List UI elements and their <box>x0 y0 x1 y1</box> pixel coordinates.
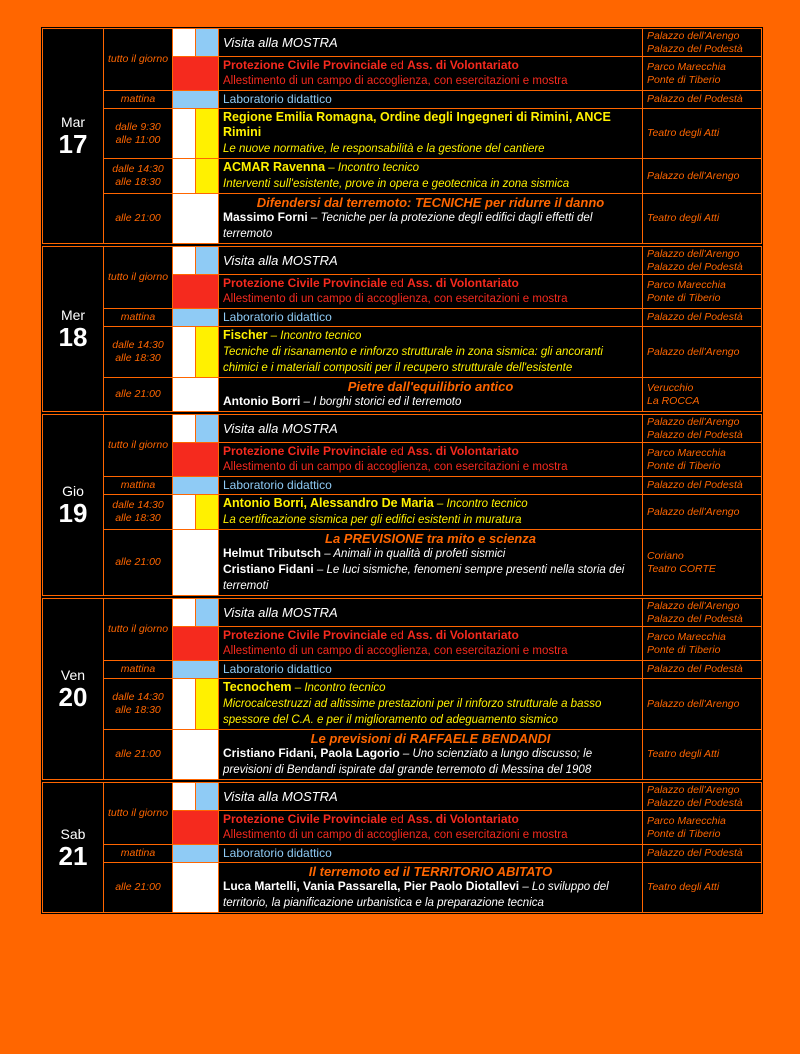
color-swatch-blue <box>173 309 219 327</box>
place-event: Palazzo dell'Arengo <box>643 159 762 194</box>
day-name: Gio <box>62 483 84 499</box>
event-mostra: Visita alla MOSTRA <box>219 783 643 811</box>
event-protezione-civile: Protezione Civile Provinciale ed Ass. di Volontariato Allestimento di un campo di accoglienza, con esercitazioni e mostra <box>219 275 643 309</box>
time-event: dalle 14:30 alle 18:30 <box>104 495 173 530</box>
color-swatch-red <box>173 57 219 91</box>
time-morning: mattina <box>104 845 173 863</box>
event-laboratorio: Laboratorio didattico <box>219 477 643 495</box>
place-protezione-civile: Parco Marecchia Ponte di Tiberio <box>643 811 762 845</box>
time-evening: alle 21:00 <box>104 863 173 913</box>
event-incontro: Regione Emilia Romagna, Ordine degli Ingegneri di Rimini, ANCE Rimini Le nuove normative, le responsabilità e la gestione del cantiere <box>219 109 643 159</box>
day-block <box>41 781 763 914</box>
color-swatch-red <box>173 627 219 661</box>
color-swatch-white <box>173 863 219 913</box>
day-block <box>41 245 763 413</box>
day-number: 20 <box>58 682 88 712</box>
place-event: Palazzo dell'Arengo <box>643 495 762 530</box>
time-all-day: tutto il giorno <box>104 247 173 309</box>
day-cell <box>43 29 104 244</box>
color-swatch-red <box>173 811 219 845</box>
time-morning: mattina <box>104 91 173 109</box>
time-all-day: tutto il giorno <box>104 29 173 91</box>
place-protezione-civile: Parco Marecchia Ponte di Tiberio <box>643 57 762 91</box>
day-cell <box>43 599 104 780</box>
time-all-day: tutto il giorno <box>104 415 173 477</box>
evening-title: Il terremoto ed il TERRITORIO ABITATO <box>308 864 553 879</box>
color-swatch-white <box>173 194 219 244</box>
place-event: Palazzo dell'Arengo <box>643 327 762 378</box>
time-evening: alle 21:00 <box>104 378 173 412</box>
day-block <box>41 413 763 597</box>
time-morning: mattina <box>104 477 173 495</box>
color-swatch-yellow <box>196 159 219 194</box>
color-swatch-yellow <box>196 679 219 730</box>
day-name: Sab <box>60 825 86 842</box>
day-name: Mar <box>60 114 86 130</box>
place-mostra: Palazzo dell'Arengo Palazzo del Podestà <box>643 415 762 443</box>
color-swatch-yellow <box>196 327 219 378</box>
time-morning: mattina <box>104 661 173 679</box>
color-swatch-blue <box>196 783 219 811</box>
day-name: Mer <box>60 307 86 323</box>
event-mostra: Visita alla MOSTRA <box>219 415 643 443</box>
place-mostra: Palazzo dell'Arengo Palazzo del Podestà <box>643 783 762 811</box>
color-swatch-white <box>173 415 196 443</box>
color-swatch-white <box>173 679 196 730</box>
place-event: Teatro degli Atti <box>643 109 762 159</box>
event-evening <box>219 378 643 412</box>
color-swatch-yellow <box>196 109 219 159</box>
event-protezione-civile: Protezione Civile Provinciale ed Ass. di Volontariato Allestimento di un campo di accoglienza, con esercitazioni e mostra <box>219 443 643 477</box>
day-number: 17 <box>58 129 88 159</box>
event-mostra: Visita alla MOSTRA <box>219 247 643 275</box>
color-swatch-yellow <box>196 495 219 530</box>
time-all-day: tutto il giorno <box>104 783 173 845</box>
time-event: dalle 9:30 alle 11:00 <box>104 109 173 159</box>
color-swatch-blue <box>196 415 219 443</box>
time-event: dalle 14:30 alle 18:30 <box>104 327 173 378</box>
speaker: Antonio Borri – I borghi storici ed il terremoto <box>223 394 462 408</box>
place-protezione-civile: Parco Marecchia Ponte di Tiberio <box>643 443 762 477</box>
speaker: Cristiano Fidani, Paola Lagorio – Uno scienziato a lungo discusso; le previsioni di Bendandi ispirate dal grande terremoto di Messina del 1908 <box>223 746 593 776</box>
event-incontro: Antonio Borri, Alessandro De Maria – Incontro tecnico La certificazione sismica per gli edifici esistenti in muratura <box>219 495 643 530</box>
speaker: Helmut Tributsch – Animali in qualità di profeti sismici <box>223 546 506 560</box>
color-swatch-white <box>173 29 196 57</box>
place-laboratorio: Palazzo del Podestà <box>643 477 762 495</box>
evening-title: La PREVISIONE tra mito e scienza <box>325 531 536 546</box>
day-cell <box>43 415 104 596</box>
color-swatch-white <box>173 327 196 378</box>
place-mostra: Palazzo dell'Arengo Palazzo del Podestà <box>643 599 762 627</box>
color-swatch-white <box>173 495 196 530</box>
color-swatch-blue <box>173 91 219 109</box>
event-protezione-civile: Protezione Civile Provinciale ed Ass. di Volontariato Allestimento di un campo di accoglienza, con esercitazioni e mostra <box>219 57 643 91</box>
color-swatch-white <box>173 599 196 627</box>
color-swatch-blue <box>196 29 219 57</box>
day-name: Ven <box>60 667 86 683</box>
event-protezione-civile: Protezione Civile Provinciale ed Ass. di Volontariato Allestimento di un campo di accoglienza, con esercitazioni e mostra <box>219 811 643 845</box>
color-swatch-red <box>173 275 219 309</box>
place-mostra: Palazzo dell'Arengo Palazzo del Podestà <box>643 29 762 57</box>
time-event: dalle 14:30 alle 18:30 <box>104 159 173 194</box>
color-swatch-white <box>173 530 219 596</box>
color-swatch-white <box>173 109 196 159</box>
place-laboratorio: Palazzo del Podestà <box>643 661 762 679</box>
time-evening: alle 21:00 <box>104 194 173 244</box>
place-evening: Teatro degli Atti <box>643 863 762 913</box>
place-laboratorio: Palazzo del Podestà <box>643 845 762 863</box>
event-laboratorio: Laboratorio didattico <box>219 309 643 327</box>
color-swatch-white <box>173 378 219 412</box>
color-swatch-white <box>173 159 196 194</box>
event-incontro: Fischer – Incontro tecnico Tecniche di risanamento e rinforzo strutturale in zona sismica: gli ancoranti chimici e i materiali compositi per il recupero strutturale dell'esistente <box>219 327 643 378</box>
place-evening: Teatro degli Atti <box>643 730 762 780</box>
event-mostra: Visita alla MOSTRA <box>219 599 643 627</box>
event-evening <box>219 194 643 244</box>
event-mostra: Visita alla MOSTRA <box>219 29 643 57</box>
event-evening <box>219 863 643 913</box>
place-event: Palazzo dell'Arengo <box>643 679 762 730</box>
place-evening: Verucchio La ROCCA <box>643 378 762 412</box>
speaker: Luca Martelli, Vania Passarella, Pier Paolo Diotallevi – Lo sviluppo del territorio, la pianificazione urbanistica e la preparazione tecnica <box>223 879 609 909</box>
time-evening: alle 21:00 <box>104 530 173 596</box>
place-protezione-civile: Parco Marecchia Ponte di Tiberio <box>643 275 762 309</box>
event-laboratorio: Laboratorio didattico <box>219 845 643 863</box>
day-number: 18 <box>58 322 88 352</box>
event-evening <box>219 530 643 596</box>
place-laboratorio: Palazzo del Podestà <box>643 309 762 327</box>
event-protezione-civile: Protezione Civile Provinciale ed Ass. di Volontariato Allestimento di un campo di accoglienza, con esercitazioni e mostra <box>219 627 643 661</box>
day-block <box>41 27 763 245</box>
event-laboratorio: Laboratorio didattico <box>219 661 643 679</box>
place-protezione-civile: Parco Marecchia Ponte di Tiberio <box>643 627 762 661</box>
color-swatch-blue <box>173 845 219 863</box>
day-cell <box>43 247 104 412</box>
color-swatch-red <box>173 443 219 477</box>
place-evening: Teatro degli Atti <box>643 194 762 244</box>
speaker: Massimo Forni – Tecniche per la protezione degli edifici dagli effetti del terremoto <box>223 210 593 240</box>
time-event: dalle 14:30 alle 18:30 <box>104 679 173 730</box>
evening-title: Pietre dall'equilibrio antico <box>347 379 514 394</box>
color-swatch-blue <box>196 247 219 275</box>
speaker: Cristiano Fidani – Le luci sismiche, fenomeni sempre presenti nella storia dei terremoti <box>223 562 625 592</box>
place-mostra: Palazzo dell'Arengo Palazzo del Podestà <box>643 247 762 275</box>
day-number: 21 <box>58 840 88 871</box>
color-swatch-white <box>173 783 196 811</box>
event-evening <box>219 730 643 780</box>
evening-title: Difendersi dal terremoto: TECNICHE per ridurre il danno <box>256 195 605 210</box>
day-cell <box>43 783 104 913</box>
evening-title: Le previsioni di RAFFAELE BENDANDI <box>310 731 551 746</box>
time-all-day: tutto il giorno <box>104 599 173 661</box>
time-evening: alle 21:00 <box>104 730 173 780</box>
time-morning: mattina <box>104 309 173 327</box>
day-block <box>41 597 763 781</box>
color-swatch-blue <box>173 661 219 679</box>
event-laboratorio: Laboratorio didattico <box>219 91 643 109</box>
color-swatch-blue <box>196 599 219 627</box>
day-number: 19 <box>58 498 88 528</box>
place-laboratorio: Palazzo del Podestà <box>643 91 762 109</box>
color-swatch-blue <box>173 477 219 495</box>
event-incontro: ACMAR Ravenna – Incontro tecnico Interventi sull'esistente, prove in opera e geotecnica in zona sismica <box>219 159 643 194</box>
place-evening: Coriano Teatro CORTE <box>643 530 762 596</box>
color-swatch-white <box>173 730 219 780</box>
color-swatch-white <box>173 247 196 275</box>
event-incontro: Tecnochem – Incontro tecnico Microcalcestruzzi ad altissime prestazioni per il rinforzo strutturale a basso spessore del C.A. e per il miglioramento od adeguamento sismico <box>219 679 643 730</box>
